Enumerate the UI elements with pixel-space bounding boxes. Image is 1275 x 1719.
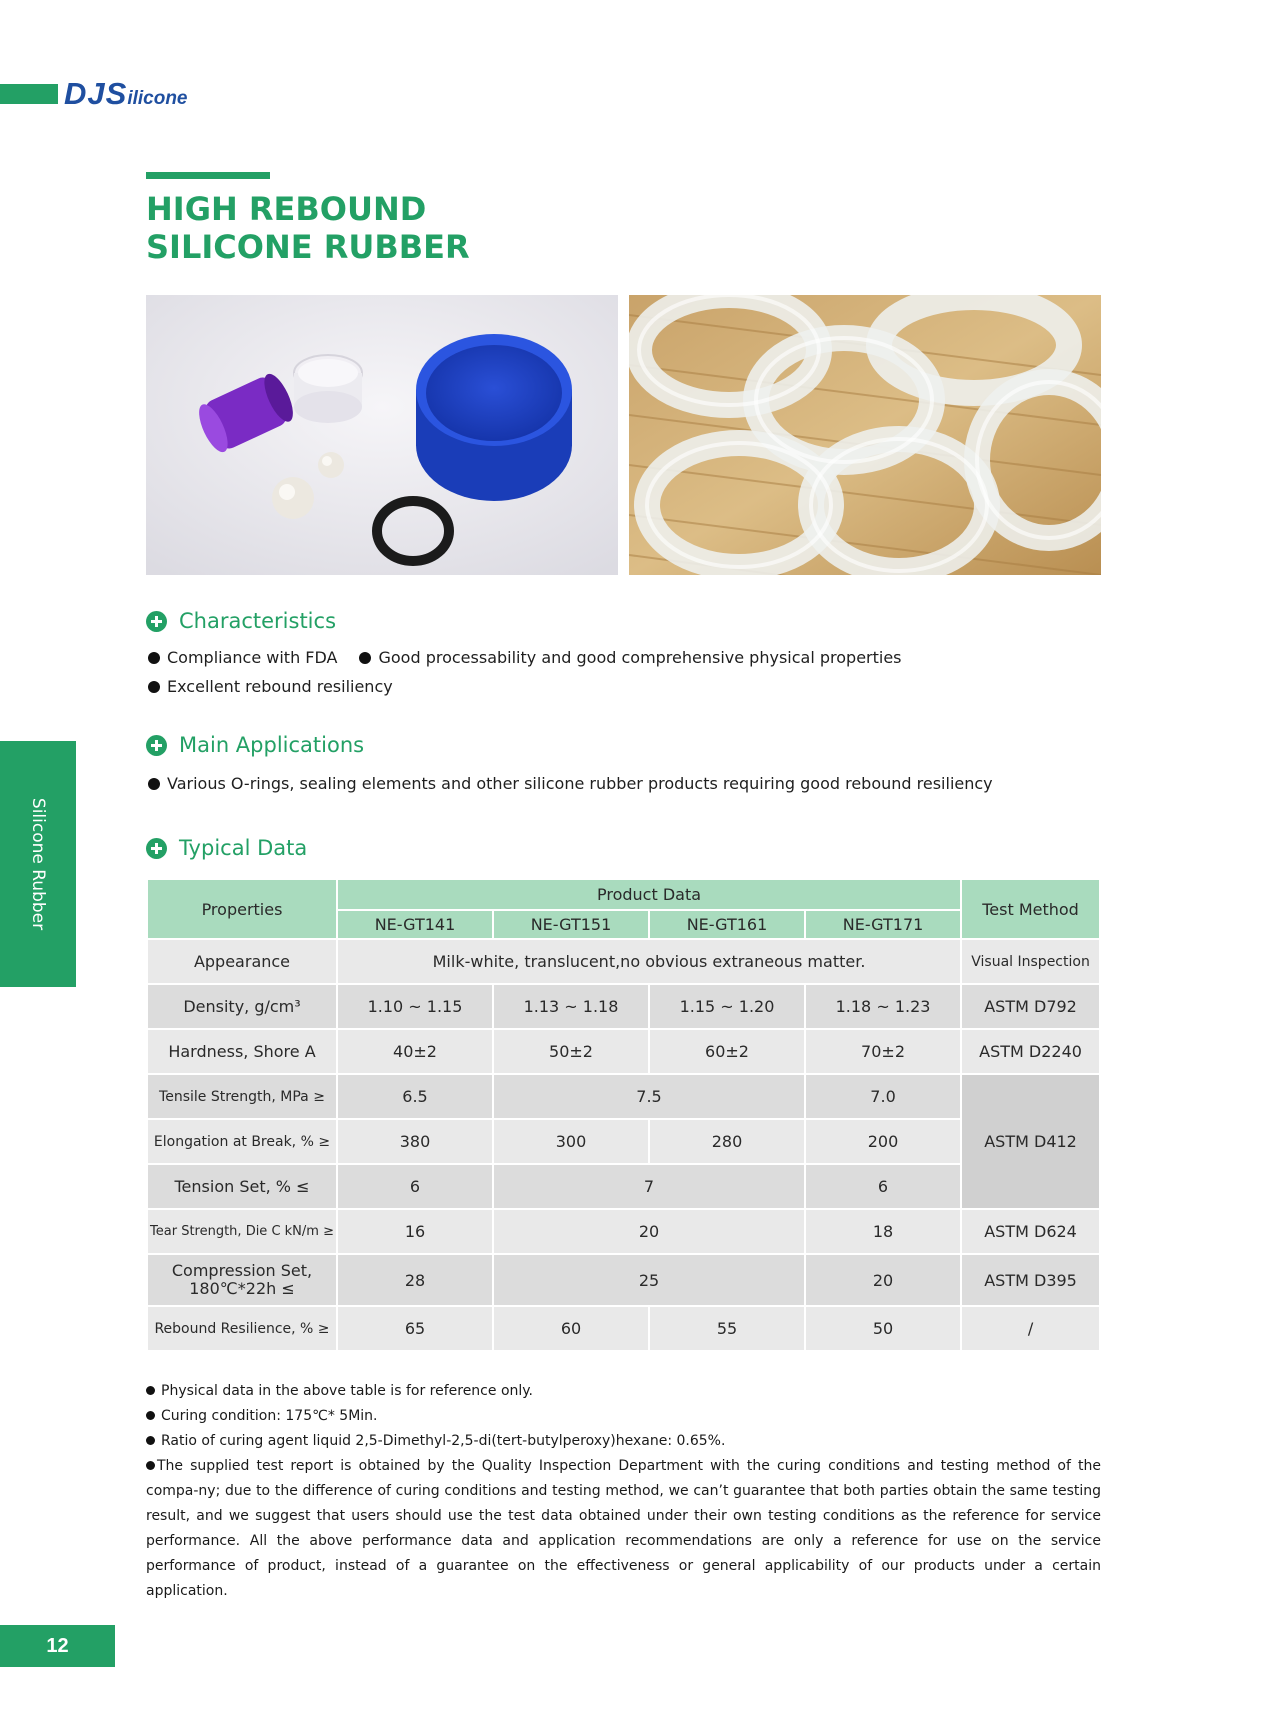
table-cell: 280 (650, 1120, 804, 1163)
characteristics-line-1 (148, 648, 902, 667)
typical-data-title: Typical Data (179, 836, 308, 860)
header-properties: Properties (148, 880, 336, 938)
header-product: NE-GT141 (338, 911, 492, 938)
product-photo-assorted-parts (146, 295, 618, 575)
characteristics-line-2 (148, 677, 393, 696)
row-label (148, 1255, 336, 1305)
bullet-icon (146, 1386, 155, 1395)
title-line-1: HIGH REBOUND (146, 190, 427, 228)
table-row (148, 1030, 1099, 1073)
side-tab-label: Silicone Rubber (28, 797, 48, 931)
bullet-icon (148, 681, 160, 693)
typical-data-table (146, 878, 1101, 1352)
applications-heading (146, 731, 364, 759)
bullet-icon (146, 1436, 155, 1445)
note-text: Ratio of curing agent liquid 2,5-Dimethyl-2,5-di(tert-butylperoxy)hexane: 0.65%. (161, 1433, 726, 1449)
note-item (146, 1404, 1101, 1429)
table-cell: 6 (338, 1165, 492, 1208)
bullet-icon (146, 1461, 155, 1470)
row-label: Hardness, Shore A (148, 1030, 336, 1073)
table-row (148, 1255, 1099, 1305)
table-row (148, 1307, 1099, 1350)
row-label: Density, g/cm³ (148, 985, 336, 1028)
characteristic-item: Compliance with FDA (167, 648, 338, 667)
title-accent-bar (146, 172, 270, 179)
table-cell: 60±2 (650, 1030, 804, 1073)
table-cell: 6.5 (338, 1075, 492, 1118)
header-product-data: Product Data (338, 880, 960, 909)
test-method-cell: / (962, 1307, 1099, 1350)
test-method-cell: ASTM D792 (962, 985, 1099, 1028)
table-row (148, 1120, 1099, 1163)
logo-accent-bar (0, 84, 58, 104)
table-header-row (148, 880, 1099, 909)
test-method-cell: ASTM D624 (962, 1210, 1099, 1253)
table-cell: 200 (806, 1120, 960, 1163)
bullet-icon (148, 778, 160, 790)
test-method-cell: ASTM D395 (962, 1255, 1099, 1305)
brand-logo (64, 76, 188, 112)
table-cell: 65 (338, 1307, 492, 1350)
notes-section (146, 1379, 1101, 1604)
table-cell: 50±2 (494, 1030, 648, 1073)
header-product: NE-GT151 (494, 911, 648, 938)
note-text: Curing condition: 175℃* 5Min. (161, 1408, 378, 1424)
table-cell: 1.10 ~ 1.15 (338, 985, 492, 1028)
table-cell: 40±2 (338, 1030, 492, 1073)
table-cell: 300 (494, 1120, 648, 1163)
header-product: NE-GT171 (806, 911, 960, 938)
title-line-2: SILICONE RUBBER (146, 228, 470, 266)
table-row (148, 1075, 1099, 1118)
bullet-icon (148, 652, 160, 664)
characteristic-item: Excellent rebound resiliency (167, 677, 393, 696)
note-text: Physical data in the above table is for reference only. (161, 1383, 534, 1399)
table-row (148, 985, 1099, 1028)
table-cell: 28 (338, 1255, 492, 1305)
table-cell: 6 (806, 1165, 960, 1208)
header-test-method: Test Method (962, 880, 1099, 938)
row-label-line-2: 180℃*22h ≤ (189, 1279, 295, 1298)
table-row (148, 1165, 1099, 1208)
characteristics-title: Characteristics (179, 609, 337, 633)
table-cell: 70±2 (806, 1030, 960, 1073)
note-item (146, 1379, 1101, 1404)
table-row (148, 940, 1099, 983)
plus-circle-icon (146, 611, 167, 632)
bullet-icon (359, 652, 371, 664)
logo-main-text: DJS (64, 76, 128, 111)
table-row (148, 1210, 1099, 1253)
row-label: Tension Set, % ≤ (148, 1165, 336, 1208)
page-title (146, 190, 470, 266)
characteristic-item: Good processability and good comprehensive physical properties (378, 648, 902, 667)
application-item: Various O-rings, sealing elements and other silicone rubber products requiring good rebound resiliency (167, 774, 993, 793)
note-item (146, 1429, 1101, 1454)
plus-circle-icon (146, 735, 167, 756)
bullet-icon (146, 1411, 155, 1420)
table-cell: Milk-white, translucent,no obvious extraneous matter. (338, 940, 960, 983)
table-cell: 16 (338, 1210, 492, 1253)
test-method-cell: ASTM D412 (962, 1075, 1099, 1208)
row-label: Tensile Strength, MPa ≥ (148, 1075, 336, 1118)
table-cell: 18 (806, 1210, 960, 1253)
product-photo-silicone-rings (629, 295, 1101, 575)
page-number: 12 (0, 1625, 115, 1667)
table-cell: 7.0 (806, 1075, 960, 1118)
table-cell: 1.13 ~ 1.18 (494, 985, 648, 1028)
table-cell: 1.18 ~ 1.23 (806, 985, 960, 1028)
applications-line-1 (148, 774, 993, 793)
table-cell: 380 (338, 1120, 492, 1163)
side-tab (0, 741, 76, 987)
header-product: NE-GT161 (650, 911, 804, 938)
table-cell: 7 (494, 1165, 804, 1208)
table-cell: 60 (494, 1307, 648, 1350)
table-cell: 25 (494, 1255, 804, 1305)
table-cell: 20 (494, 1210, 804, 1253)
row-label: Tear Strength, Die C kN/m ≥ (148, 1210, 336, 1253)
row-label: Elongation at Break, % ≥ (148, 1120, 336, 1163)
applications-title: Main Applications (179, 733, 365, 757)
table-cell: 55 (650, 1307, 804, 1350)
table-cell: 50 (806, 1307, 960, 1350)
row-label: Rebound Resilience, % ≥ (148, 1307, 336, 1350)
logo-sub-text: ilicone (127, 88, 188, 109)
table-cell: 1.15 ~ 1.20 (650, 985, 804, 1028)
table-cell: 7.5 (494, 1075, 804, 1118)
test-method-cell: Visual Inspection (962, 940, 1099, 983)
note-text: The supplied test report is obtained by the Quality Inspection Department with the curing conditions and testing method of the compa-ny; due to the difference of curing conditions and testing method, we can’t guarantee that both parties obtain the same testing result, and we suggest that users should use the test data obtained under their own testing conditions as the reference for service performance. All the above performance data and application recommendations are only a reference for use on the service performance of product, instead of a guarantee on the effectiveness or general applicability of our products under a certain application. (146, 1458, 1101, 1599)
test-method-cell: ASTM D2240 (962, 1030, 1099, 1073)
row-label-line-1: Compression Set, (171, 1261, 313, 1280)
characteristics-heading (146, 607, 336, 635)
typical-data-heading (146, 834, 307, 862)
row-label: Appearance (148, 940, 336, 983)
note-item (146, 1454, 1101, 1604)
plus-circle-icon (146, 838, 167, 859)
table-cell: 20 (806, 1255, 960, 1305)
